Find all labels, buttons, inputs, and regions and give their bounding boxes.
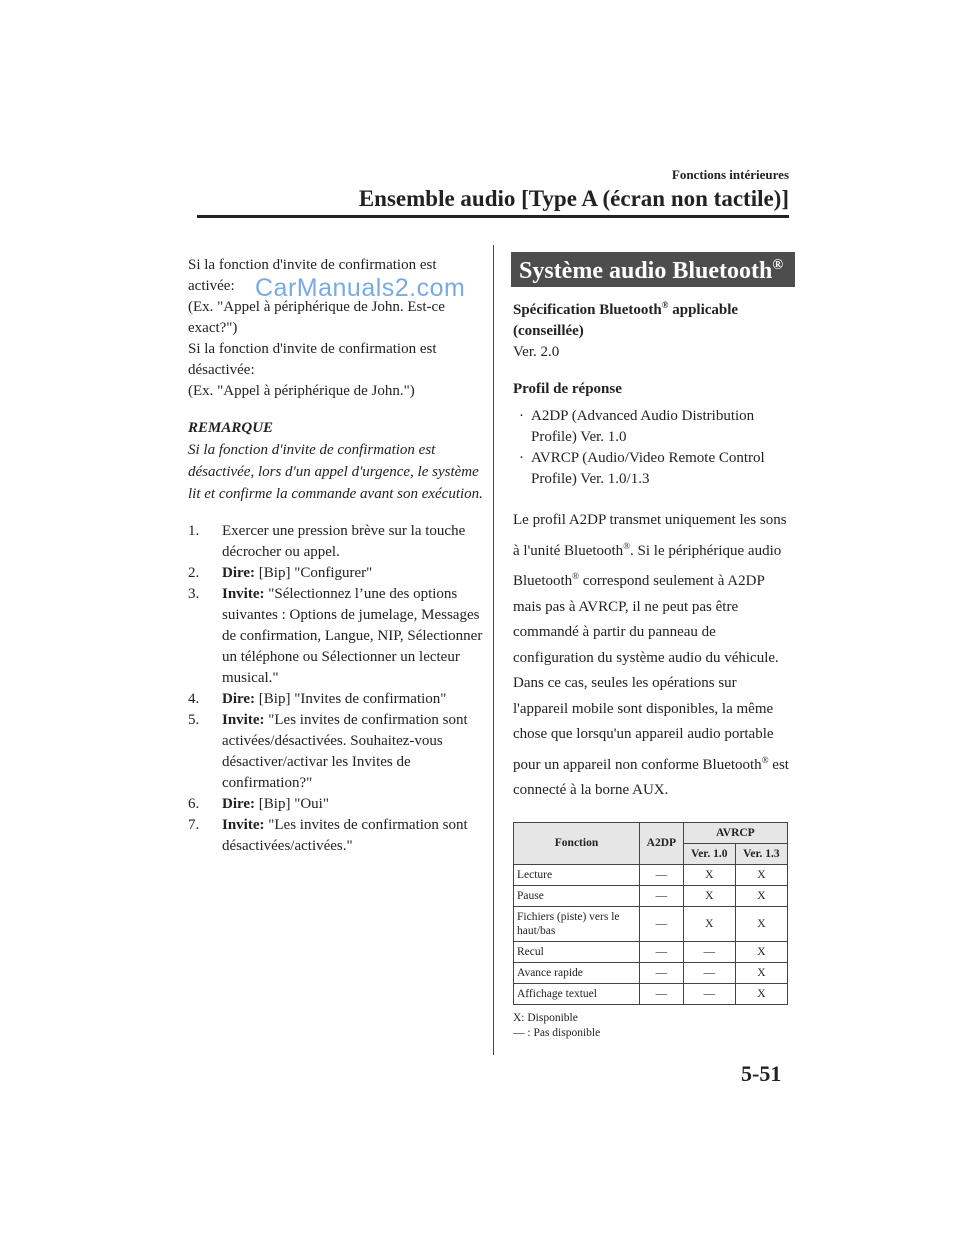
cell-a2dp: — bbox=[640, 983, 684, 1004]
step-number: 7. bbox=[188, 817, 200, 833]
cell-ver-1-3: X bbox=[735, 906, 787, 941]
step-number: 5. bbox=[188, 712, 200, 728]
body-text: correspond seulement à A2DP mais pas à AVRCP, il ne peut pas être commandé à partir du panneau de configuration du système audio du véhicule. Dans ce cas, seules les opérations sur l'appareil mobile sont disponibles, la même chose que lorsqu'un appareil audio portable pour un appareil non conforme Bluetooth bbox=[513, 573, 779, 773]
registered-mark: ® bbox=[572, 571, 580, 581]
step-item bbox=[188, 521, 483, 563]
step-item bbox=[188, 710, 483, 794]
step-text: [Bip] "Configurer" bbox=[255, 565, 373, 581]
left-column bbox=[188, 255, 483, 857]
step-text: "Sélectionnez l’une des options suivantes : Options de jumelage, Messages de confirmation, Langue, NIP, Sélectionner un téléphone ou Sélectionner un lecteur musical." bbox=[222, 586, 483, 686]
cell-ver-1-3: X bbox=[735, 962, 787, 983]
profile-list bbox=[513, 406, 793, 490]
step-label: Invite: bbox=[222, 817, 265, 833]
a2dp-explanation bbox=[513, 508, 793, 804]
intro-line: Si la fonction d'invite de confirmation est désactivée: bbox=[188, 341, 437, 378]
header-fonction: Fonction bbox=[514, 822, 640, 864]
step-number: 1. bbox=[188, 523, 200, 539]
legend-item: X: Disponible bbox=[513, 1011, 578, 1024]
cell-fonction: Pause bbox=[514, 885, 640, 906]
spec-heading bbox=[513, 295, 793, 342]
profile-text: AVRCP (Audio/Video Remote Control Profile) Ver. 1.0/1.3 bbox=[531, 450, 765, 487]
steps-list bbox=[188, 521, 483, 857]
header-a2dp: A2DP bbox=[640, 822, 684, 864]
cell-a2dp: — bbox=[640, 864, 684, 885]
body-text: Le profil A2DP transmet uniquement les sons à l'unité Bluetooth bbox=[513, 512, 787, 559]
header-ver-1-3: Ver. 1.3 bbox=[735, 843, 787, 864]
step-text: [Bip] "Invites de confirmation" bbox=[255, 691, 447, 707]
watermark-logo: CarManuals2.com bbox=[255, 274, 466, 302]
header-ver-1-0: Ver. 1.0 bbox=[683, 843, 735, 864]
cell-ver-1-0: X bbox=[683, 906, 735, 941]
step-item bbox=[188, 689, 483, 710]
intro-line: Si la fonction d'invite de confirmation est activée: bbox=[188, 257, 437, 294]
table-legend bbox=[513, 1011, 793, 1041]
table-row bbox=[514, 906, 788, 941]
table-row bbox=[514, 962, 788, 983]
page-number: 5-51 bbox=[741, 1061, 782, 1086]
spec-heading-text: Spécification Bluetooth bbox=[513, 302, 662, 318]
cell-ver-1-3: X bbox=[735, 983, 787, 1004]
header-avrcp: AVRCP bbox=[683, 822, 787, 843]
cell-ver-1-0: — bbox=[683, 962, 735, 983]
cell-a2dp: — bbox=[640, 906, 684, 941]
cell-fonction: Lecture bbox=[514, 864, 640, 885]
page-title: Ensemble audio [Type A (écran non tactile)] bbox=[358, 186, 789, 211]
header-rule bbox=[197, 215, 789, 218]
cell-ver-1-0: X bbox=[683, 885, 735, 906]
cell-fonction: Avance rapide bbox=[514, 962, 640, 983]
step-item bbox=[188, 584, 483, 689]
step-text: "Les invites de confirmation sont désactivées/activées." bbox=[222, 817, 468, 854]
note-text: Si la fonction d'invite de confirmation est désactivée, lors d'un appel d'urgence, le système lit et confirme la commande avant son exécution. bbox=[188, 442, 483, 502]
registered-mark: ® bbox=[772, 257, 784, 273]
step-text: "Les invites de confirmation sont activées/désactivées. Souhaitez-vous désactiver/activar les Invites de confirmation?" bbox=[222, 712, 468, 791]
table-row bbox=[514, 885, 788, 906]
cell-a2dp: — bbox=[640, 941, 684, 962]
body-text: est connecté à la borne AUX. bbox=[513, 756, 789, 798]
spec-version: Ver. 2.0 bbox=[513, 344, 560, 360]
step-label: Invite: bbox=[222, 586, 265, 602]
bullet-icon: · bbox=[519, 450, 524, 466]
cell-fonction: Recul bbox=[514, 941, 640, 962]
body-text: . Si le périphérique audio Bluetooth bbox=[513, 542, 782, 589]
profile-text: A2DP (Advanced Audio Distribution Profile) Ver. 1.0 bbox=[531, 408, 755, 445]
step-label: Dire: bbox=[222, 565, 256, 581]
profile-compatibility-table bbox=[513, 822, 788, 1005]
cell-ver-1-0: X bbox=[683, 864, 735, 885]
bluetooth-section-banner bbox=[511, 252, 795, 287]
step-item bbox=[188, 815, 483, 857]
cell-fonction: Affichage textuel bbox=[514, 983, 640, 1004]
step-number: 6. bbox=[188, 796, 200, 812]
registered-mark: ® bbox=[761, 754, 769, 765]
profile-heading: Profil de réponse bbox=[513, 381, 622, 397]
step-label: Invite: bbox=[222, 712, 265, 728]
cell-a2dp: — bbox=[640, 962, 684, 983]
cell-ver-1-3: X bbox=[735, 864, 787, 885]
cell-ver-1-0: — bbox=[683, 941, 735, 962]
table-row bbox=[514, 864, 788, 885]
spec-heading-text: applicable (conseillée) bbox=[513, 302, 739, 339]
cell-ver-1-3: X bbox=[735, 941, 787, 962]
step-label: Dire: bbox=[222, 796, 256, 812]
cell-fonction: Fichiers (piste) vers le haut/bas bbox=[514, 906, 640, 941]
intro-line: (Ex. "Appel à périphérique de John.") bbox=[188, 383, 415, 399]
table-row bbox=[514, 983, 788, 1004]
step-number: 4. bbox=[188, 691, 200, 707]
cell-a2dp: — bbox=[640, 885, 684, 906]
step-label: Dire: bbox=[222, 691, 256, 707]
step-item bbox=[188, 563, 483, 584]
step-item bbox=[188, 794, 483, 815]
registered-mark: ® bbox=[661, 300, 669, 310]
table-row bbox=[514, 941, 788, 962]
cell-ver-1-3: X bbox=[735, 885, 787, 906]
cell-ver-1-0: — bbox=[683, 983, 735, 1004]
step-text: [Bip] "Oui" bbox=[255, 796, 329, 812]
note-heading: REMARQUE bbox=[188, 420, 274, 436]
profile-item bbox=[513, 406, 793, 448]
bullet-icon: · bbox=[519, 408, 524, 424]
profile-item bbox=[513, 448, 793, 490]
step-number: 2. bbox=[188, 565, 200, 581]
legend-item: — : Pas disponible bbox=[513, 1026, 601, 1039]
step-text: Exercer une pression brève sur la touche décrocher ou appel. bbox=[222, 523, 466, 560]
column-divider bbox=[493, 245, 494, 1055]
intro-line: (Ex. "Appel à périphérique de John. Est-ce exact?") bbox=[188, 299, 445, 336]
right-column bbox=[513, 252, 793, 1041]
section-label: Fonctions intérieures bbox=[671, 167, 789, 182]
banner-title: Système audio Bluetooth bbox=[519, 258, 773, 284]
step-number: 3. bbox=[188, 586, 200, 602]
registered-mark: ® bbox=[623, 540, 631, 551]
